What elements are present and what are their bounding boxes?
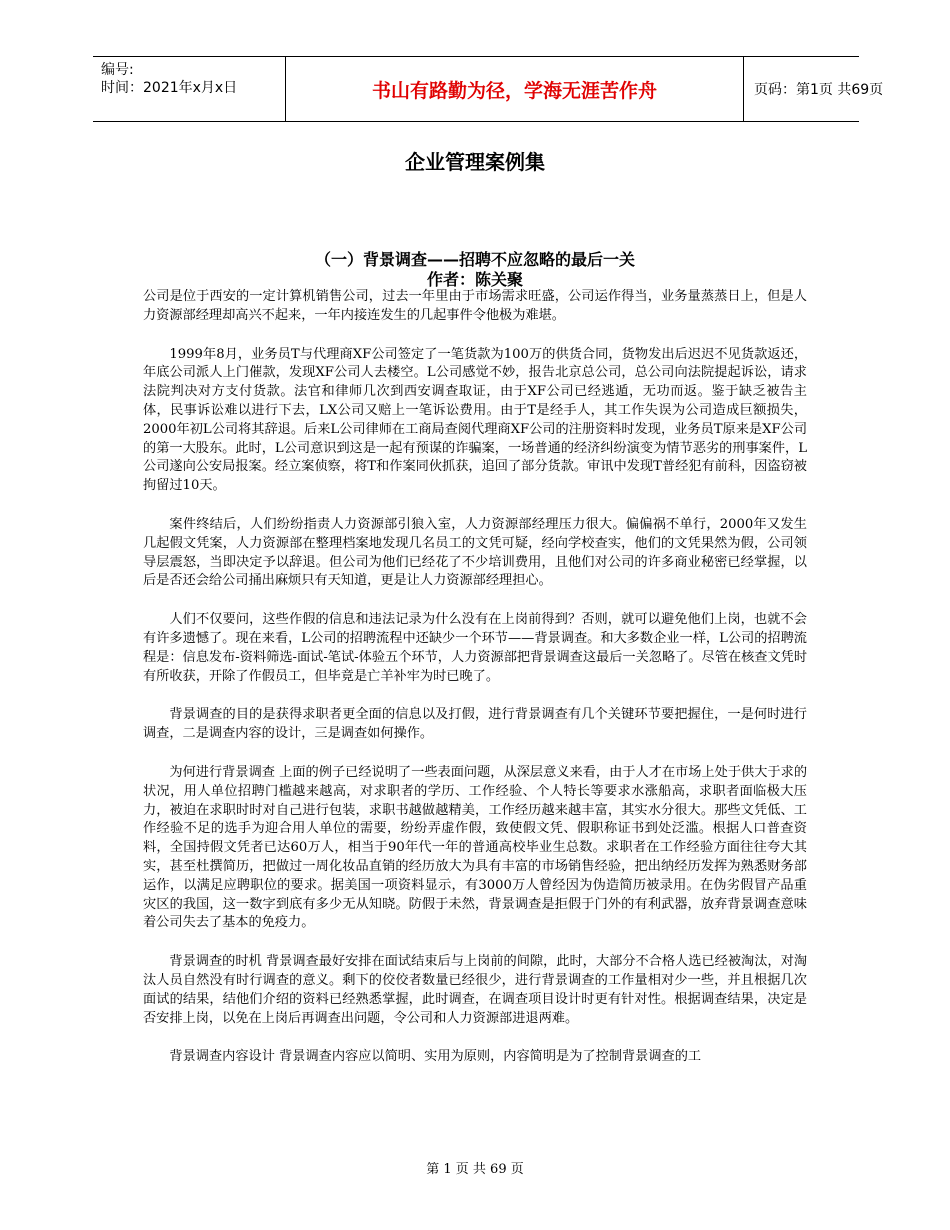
page-footer: 第 1 页 共 69 页 — [426, 1162, 524, 1177]
document-body — [143, 288, 807, 1087]
section-title: （一）背景调查——招聘不应忽略的最后一关 — [314, 250, 635, 269]
document-title: 企业管理案例集 — [405, 150, 545, 174]
paragraph: 背景调查内容设计 背景调查内容应以简明、实用为原则，内容简明是为了控制背景调查的工 — [169, 1049, 702, 1065]
header-page-info: 页码：第1页 共69页 — [754, 82, 884, 98]
page-header — [93, 56, 884, 122]
author-line: 作者：陈关聚 — [426, 270, 523, 289]
paragraph: 为何进行背景调查 上面的例子已经说明了一些表面问题，从深层意义来看，由于人才在市场上处于供大于求的状况，用人单位招聘门槛越来越高，对求职者的学历、工作经验、个人特长等要求水涨船高，求职者面临极大压力，被迫在求职时时对自己进行包装，求职书越做越精美，工作经历越来越丰富，其实水分很大。那些文凭低、工作经验不足的选手为迎合用人单位的需要，纷纷弄虚作假，致使假文凭、假职称证书到处泛滥。根据人口普查资料，全国持假文凭者已达60万人，相当于90年代一年的普通高校毕业生总数。求职者在工作经验方面往往夸大其实，甚至杜撰简历，把做过一周化妆品直销的经历放大为具有丰富的市场销售经验，把出纳经历发挥为熟悉财务部运作，以满足应聘职位的要求。据美国一项资料显示，有3000万人曾经因为伪造简历被录用。在伪劣假冒产品重灾区的我国，这一数字到底有多少无从知晓。防假于未然，背景调查是拒假于门外的有利武器，放弃背景调查意味着公司失去了基本的免疫力。 — [143, 764, 807, 931]
paragraph: 人们不仅要问，这些作假的信息和违法记录为什么没有在上岗前得到？否则，就可以避免他们上岗，也就不会有许多遗憾了。现在来看，L公司的招聘流程中还缺少一个环节——背景调查。和大多数企业一样，L公司的招聘流程是：信息发布-资料筛选-面试-笔试-体验五个环节，人力资源部把背景调查这最后一关忽略了。尽管在核查文凭时有所收获，开除了作假员工，但毕竟是亡羊补牢为时已晚了。 — [143, 612, 808, 684]
document-time: 时间：2021年x月x日 — [101, 80, 238, 96]
paragraph: 背景调查的时机 背景调查最好安排在面试结束后与上岗前的间隙，此时，大部分不合格人选已经被淘汰，对淘汰人员自然没有时行调查的意义。剩下的佼佼者数量已经很少，进行背景调查的工作量相对少一些，并且根据几次面试的结果，结他们介绍的资料已经熟悉掌握，此时调查，在调查项目设计时更有针对性。根据调查结果，决定是否安排上岗，以免在上岗后再调查出问题，令公司和人力资源部进退两难。 — [143, 954, 807, 1026]
header-meta — [93, 57, 286, 121]
paragraph: 公司是位于西安的一定计算机销售公司，过去一年里由于市场需求旺盛，公司运作得当，业务量蒸蒸日上，但是人力资源部经理却高兴不起来，一年内接连发生的几起事件令他极为难堪。 — [143, 289, 807, 323]
document-number-label: 编号: — [101, 62, 134, 78]
paragraph: 背景调查的目的是获得求职者更全面的信息以及打假，进行背景调查有几个关键环节要把握住，一是何时进行调查，二是调查内容的设计，三是调查如何操作。 — [143, 707, 807, 742]
paragraph: 案件终结后，人们纷纷指责人力资源部引狼入室，人力资源部经理压力很大。偏偏祸不单行，2000年又发生几起假文凭案，人力资源部在整理档案地发现几名员工的文凭可疑，经向学校查实，他们的文凭果然为假，公司领导层震怒，当即决定予以辞退。但公司为他们已经花了不少培训费用，且他们对公司的许多商业秘密已经掌握，以后是否还会给公司捅出麻烦只有天知道，更是让人力资源部经理担心。 — [143, 516, 807, 589]
header-motto: 书山有路勤为径，学海无涯苦作舟 — [286, 57, 744, 121]
paragraph: 1999年8月，业务员T与代理商XF公司签定了一笔货款为100万的供货合同，货物发出后迟迟不见货款返还，年底公司派人上门催款，发现XF公司人去楼空。L公司感觉不妙，报告北京总公司，总公司向法院提起诉讼，请求法院判决对方支付货款。法官和律师几次到西安调查取证，由于XF公司已经逃遁，无功而返。鉴于缺乏被告主体，民事诉讼难以进行下去，LX公司又赔上一笔诉讼费用。由于T是经手人，其工作失误为公司造成巨额损失，2000年初L公司将其辞退。后来L公司律师在工商局查阅代理商XF公司的注册资料时发现，业务员T原来是XF公司的第一大股东。此时，L公司意识到这是一起有预谋的诈骗案，一场普通的经济纠纷演变为情节恶劣的刑事案件，L公司遂向公安局报案。经立案侦察，将T和作案同伙抓获，追回了部分货款。审讯中发现T普经犯有前科，因盗窃被拘留过10天。 — [143, 346, 808, 494]
